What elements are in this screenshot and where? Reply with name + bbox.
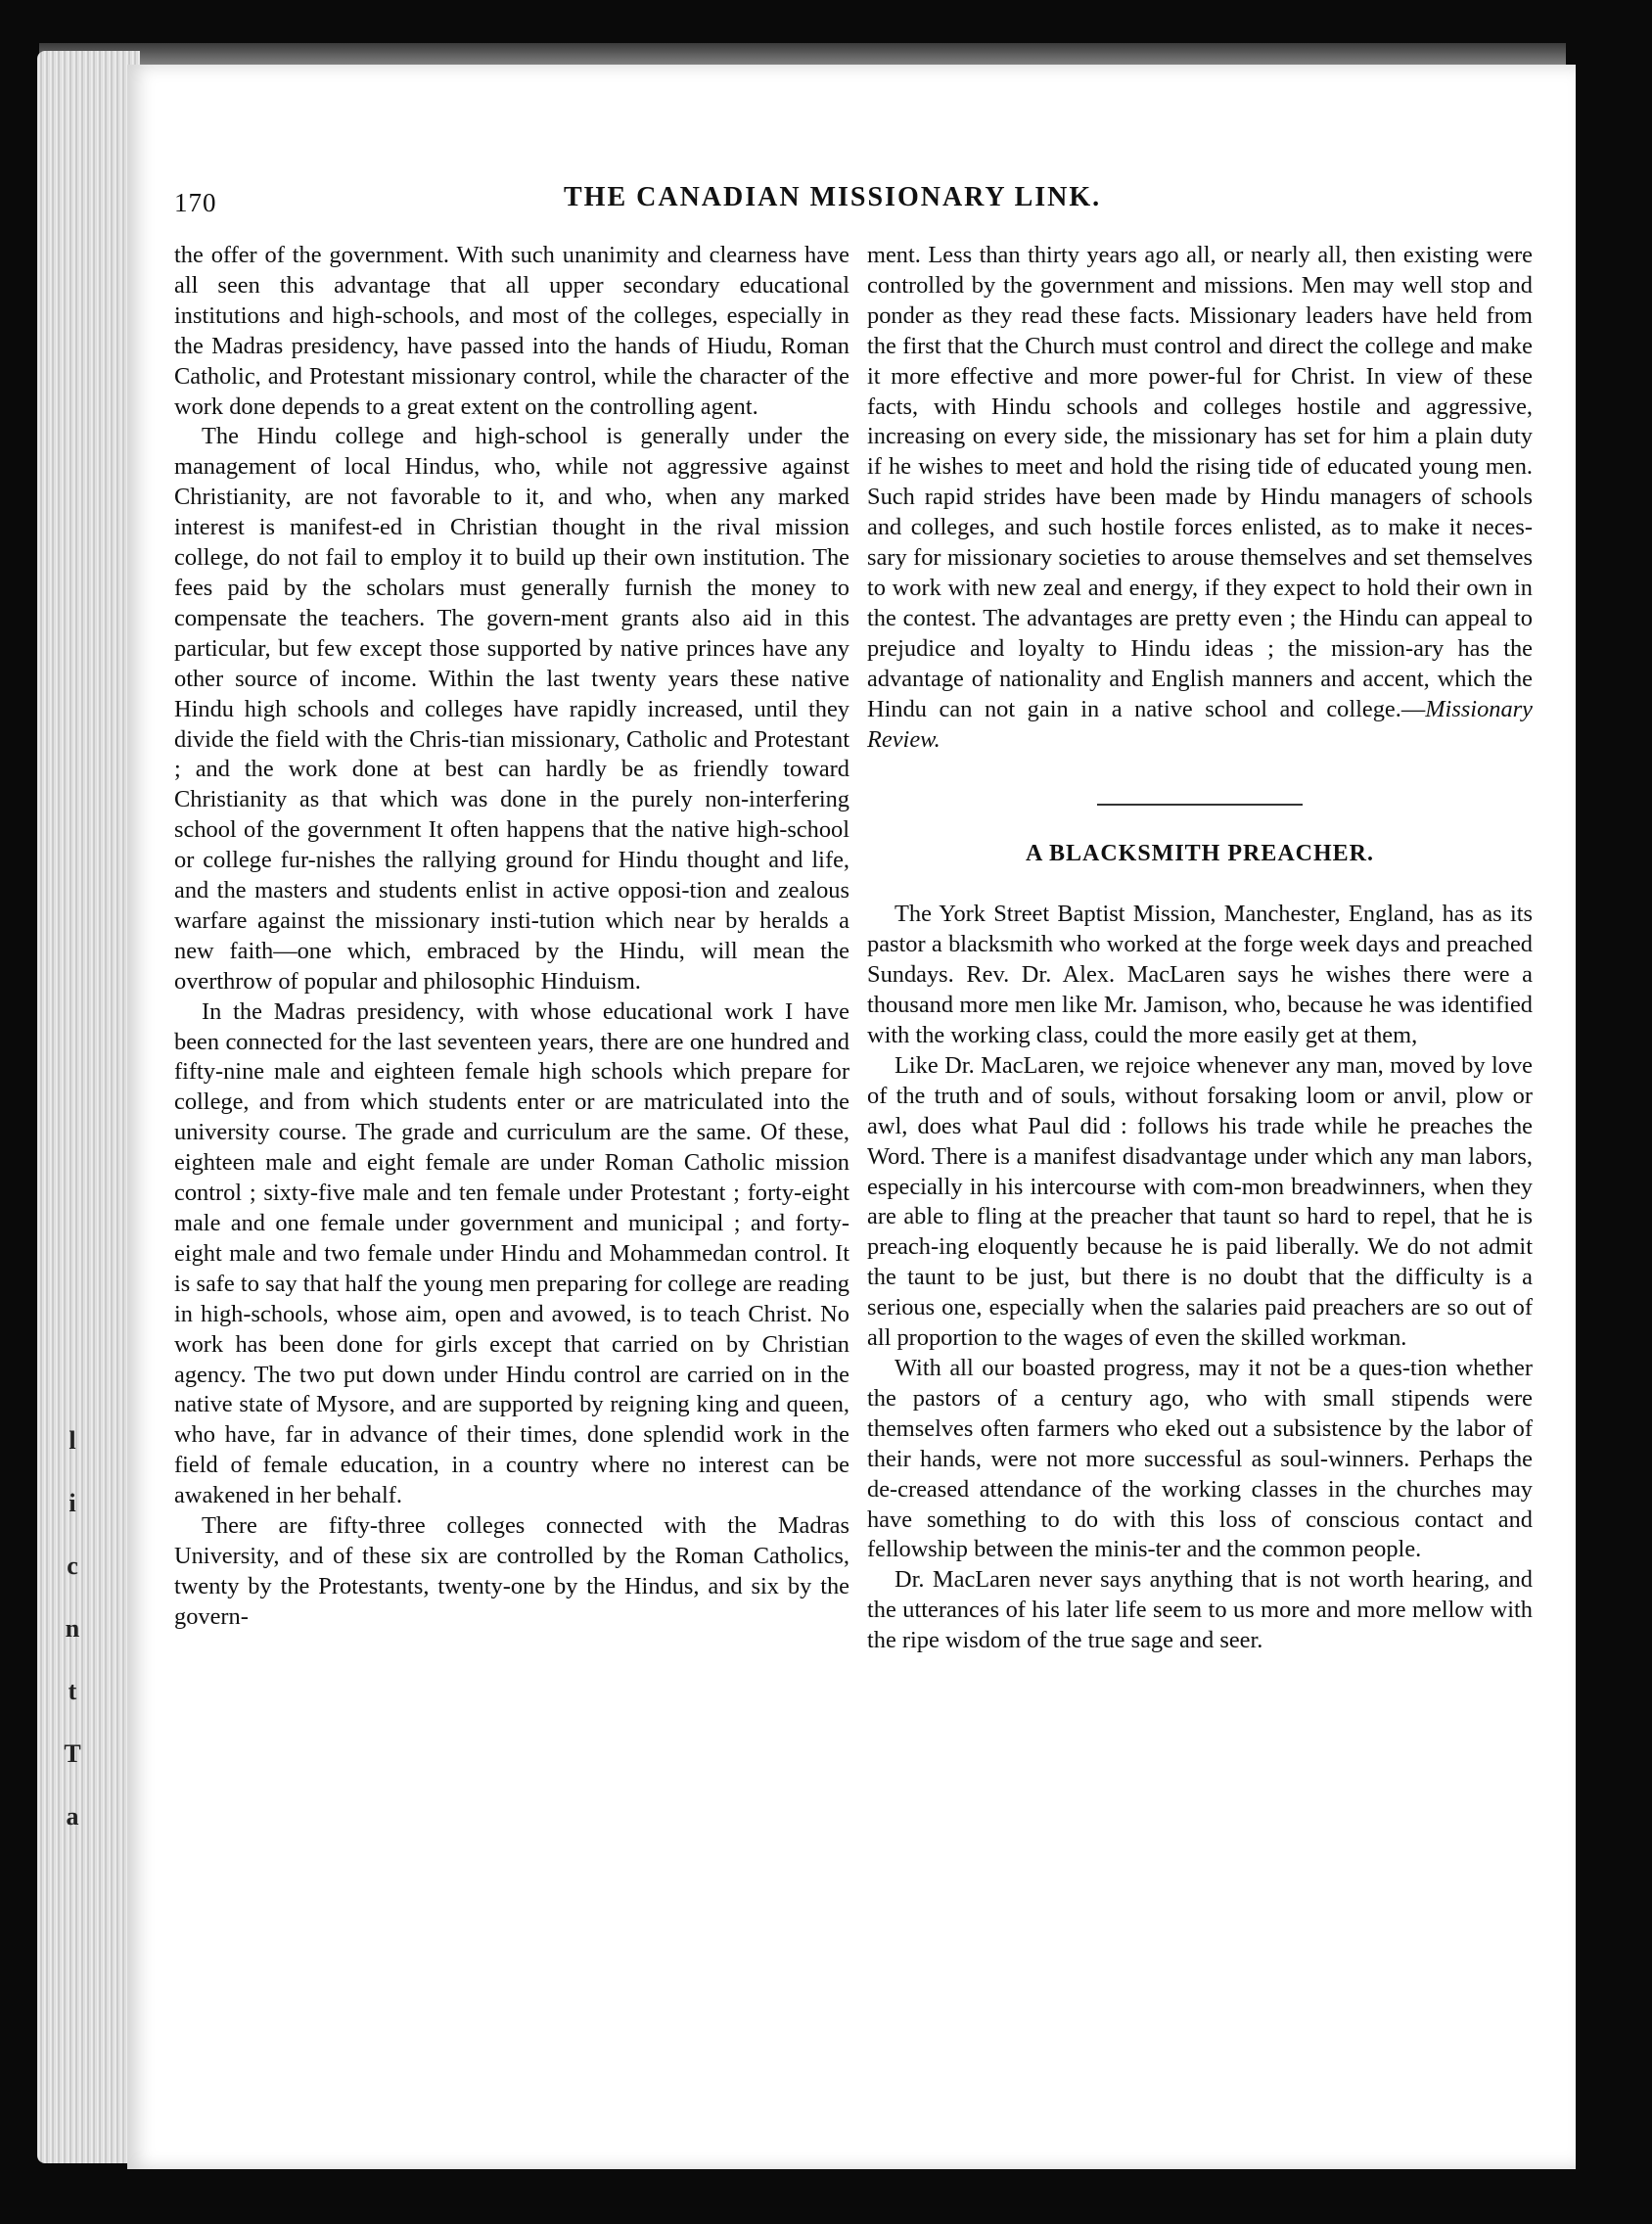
page-header	[174, 182, 1535, 221]
spine-letter: t	[68, 1677, 77, 1705]
spine-letter: a	[66, 1802, 79, 1830]
spine-letter: l	[69, 1426, 76, 1455]
right-column	[867, 241, 1533, 1656]
paragraph: There are fifty-three colleges connected with the Madras University, and of these six are controlled by the Roman Catholics, twenty by the Protestants, twenty-one by the Hindus, and six by the govern-	[174, 1512, 849, 1630]
book-page-edges	[37, 51, 140, 2163]
paragraph: The York Street Baptist Mission, Manchester, England, has as its pastor a blacksmith who worked at the forge week days and preached Sundays. Rev. Dr. Alex. MacLaren says he wishes there were a thousand more men like Mr. Jamison, who, because he was identified with the working class, could the more easily get at them,	[867, 901, 1533, 1049]
spine-letter: i	[69, 1489, 76, 1517]
paragraph: The Hindu college and high-school is generally under the management of local Hindus, who, while not aggressive against Christianity, are not favorable to it, and who, when any marked interest is manifest-ed in Christian thought in the rival mission college, do not fail to employ it to build up their own institution. The fees paid by the scholars must generally furnish the money to compensate the teachers. The govern-ment grants also aid in this particular, but few except those supported by native princes have any other source of income. Within the last twenty years these native Hindu high schools and colleges have rapidly increased, until they divide the field with the Chris-tian missionary, Catholic and Protestant ; and the work done at best can hardly be as friendly toward Christianity as that which was done in the purely non-interfering school of the government It often happens that the native high-school or college fur-nishes the rallying ground for Hindu thought and life, and the masters and students enlist in active opposi-tion and zealous warfare against the missionary insti-tution which near by heralds a new faith—one which, embraced by the Hindu, will mean the overthrow of popular and philosophic Hinduism.	[174, 423, 849, 995]
left-column	[174, 241, 849, 1633]
adjacent-page-letters	[61, 1410, 84, 1997]
paragraph: Dr. MacLaren never says anything that is not worth hearing, and the utterances of his later life seem to us more and more mellow with the ripe wisdom of the true sage and seer.	[867, 1566, 1533, 1654]
paragraph: Like Dr. MacLaren, we rejoice whenever any man, moved by love of the truth and of souls, without forsaking loom or anvil, plow or awl, does what Paul did : follows his trade while he preaches the Word. There is a manifest disadvantage under which any man labors, especially in his intercourse with com-mon breadwinners, when they are able to fling at the preacher that taunt so hard to repel, that he is preach-ing eloquently because he is paid liberally. We do not admit the taunt to be just, but there is no doubt that the difficulty is a serious one, especially when the salaries paid preachers are so out of all proportion to the wages of even the skilled workman.	[867, 1051, 1533, 1352]
paragraph: the offer of the government. With such unanimity and clearness have all seen this advantage that all upper secondary educational institutions and high-schools, and most of the colleges, especially in the Madras presidency, have passed into the hands of Hiudu, Roman Catholic, and Protestant missionary control, while the character of the work done depends to a great extent on the controlling agent.	[174, 242, 849, 420]
paragraph: With all our boasted progress, may it not be a ques-tion whether the pastors of a century ago, who with small stipends were themselves often farmers who eked out a subsistence by the labor of their hands, were not more successful as soul-winners. Perhaps the de-creased attendance of the working classes in the churches may have something to do with this loss of conscious contact and fellowship between the minis-ter and the common people.	[867, 1355, 1533, 1563]
page-number: 170	[174, 188, 217, 217]
source-credit: Missionary Review.	[867, 695, 1533, 753]
continuation-text: ment. Less than thirty years ago all, or nearly all, then existing were controlled by the government and missions. Men may well stop and ponder as they read these facts. Missionary leaders have held from the first that the Church must control and direct the college and make it more effective and more power-ful for Christ. In view of these facts, with Hindu schools and colleges hostile and aggressive, increasing on every side, the missionary has set for him a plain duty if he wishes to meet and hold the rising tide of educated young men. Such rapid strides have been made by Hindu managers of schools and colleges, and such hostile forces enlisted, as to make it neces-sary for missionary societies to arouse themselves and set themselves to work with new zeal and energy, if they expect to hold their own in the contest. The advantages are pretty even ; the Hindu can appeal to prejudice and loyalty to Hindu ideas ; the mission-ary has the advantage of nationality and English manners and accent, which the Hindu can not gain in a native school and college.—	[867, 242, 1533, 722]
article-title: A BLACKSMITH PREACHER.	[1025, 841, 1375, 867]
spine-letter: n	[65, 1614, 80, 1643]
spine-letter: c	[67, 1552, 78, 1580]
continuation-paragraph	[867, 241, 1533, 755]
running-title: THE CANADIAN MISSIONARY LINK.	[564, 182, 1102, 212]
paragraph: In the Madras presidency, with whose educational work I have been connected for the last seventeen years, there are one hundred and fifty-nine male and eighteen female high schools which prepare for college, and from which students enter or are matriculated into the university course. The grade and curriculum are the same. Of these, eighteen male and eight female are under Roman Catholic mission control ; sixty-five male and ten female under Protestant ; forty-eight male and one female under government and municipal ; and forty-eight male and two female under Hindu and Mohammedan control. It is safe to say that half the young men preparing for college are reading in high-schools, whose aim, open and avowed, is to teach Christ. No work has been done for girls except that carried on by Christian agency. The two put down under Hindu control are carried on in the native state of Mysore, and are supported by reigning king and queen, who have, far in advance of their times, done splendid work in the field of female education, in a country where no interest can be awakened in her behalf.	[174, 997, 849, 1509]
section-divider	[1097, 804, 1303, 806]
spine-letter: T	[64, 1739, 81, 1768]
